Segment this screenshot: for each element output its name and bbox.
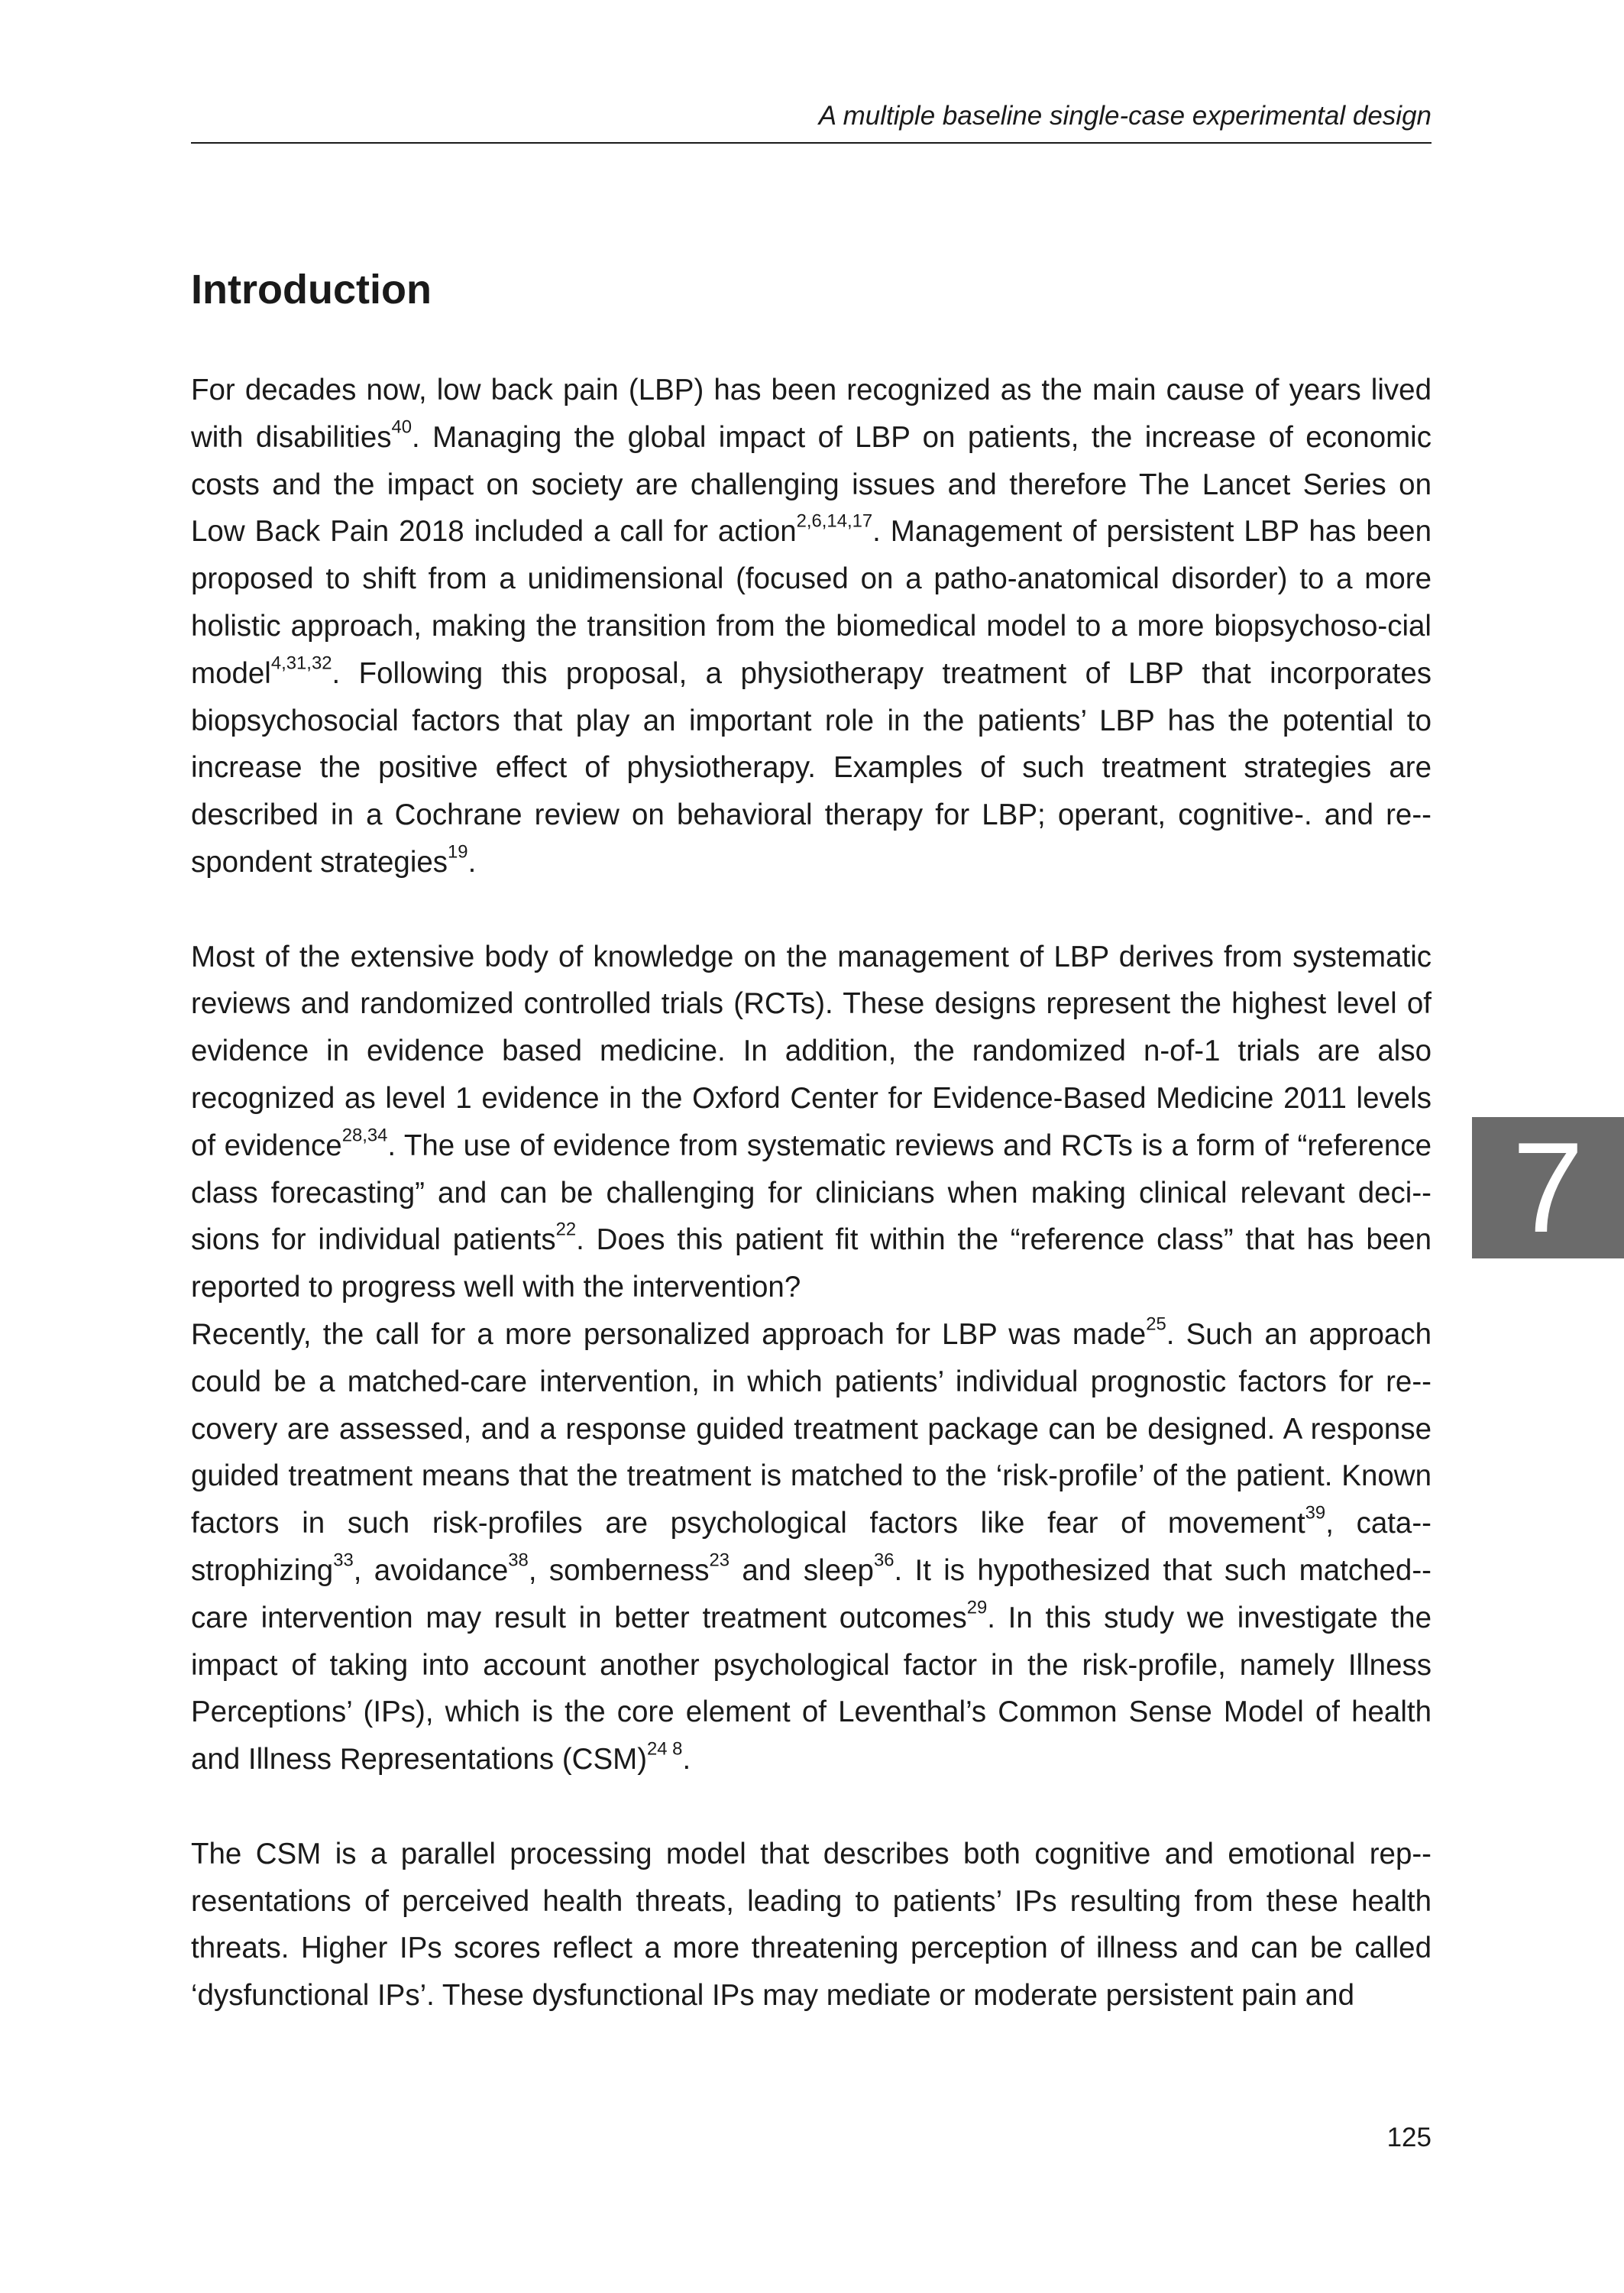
citation-ref: 36	[873, 1550, 894, 1571]
text-run: The CSM is a parallel processing model that describes both cognitive and emotional rep-resentations of perceived health threats, leading to patients’ IPs resulting from these health threats. Higher IPs scores reflect a more threatening perception of illness and can be called ‘dysfunctional IPs’. These dysfunctional IPs may mediate or moderate persistent pain and	[191, 1837, 1432, 2013]
text-run: . Following this proposal, a physiotherapy treatment of LBP that incorporates biopsychosocial factors that play an important role in the patients’ LBP has the potential to increase the positive effect of physiotherapy. Examples of such treatment strategies are described in a Cochrane review on behavioral therapy for LBP; operant, cognitive-. and re-spondent strategies	[191, 656, 1432, 879]
citation-ref: 23	[709, 1550, 730, 1571]
text-run: , somberness	[528, 1553, 710, 1587]
text-run: .	[682, 1743, 691, 1776]
text-run: Most of the extensive body of knowledge on the management of LBP derives from systematic reviews and randomized controlled trials (RCTs). These designs represent the highest level of evidence in evidence based medicine. In addition, the randomized n-of-1 trials are also recognized as level 1 evidence in the Oxford Center for Evidence-Based Medicine 2011 levels of evidence	[191, 940, 1432, 1162]
running-head: A multiple baseline single-case experimental design	[818, 101, 1432, 131]
text-run: Recently, the call for a more personalized approach for LBP was made	[191, 1317, 1147, 1351]
text-run: .	[467, 845, 477, 879]
citation-ref: 28,34	[341, 1125, 388, 1146]
text-run: . Does this patient fit within the “reference class” that has been reported to progress well with the intervention?	[191, 1223, 1432, 1304]
page-number: 125	[1386, 2123, 1432, 2152]
paragraph	[191, 367, 1432, 886]
citation-ref: 4,31,32	[270, 653, 332, 674]
citation-ref: 2,6,14,17	[796, 510, 873, 532]
paragraph	[191, 1311, 1432, 1783]
citation-ref: 33	[333, 1550, 354, 1571]
paragraph	[191, 1831, 1432, 2019]
text-run: . Management of persistent LBP has been proposed to shift from a unidimensional (focused on a patho-anatomical disorder) to a more holistic approach, making the transition from the biomedical model to a more biopsychoso-cial model	[191, 515, 1432, 690]
text-run: , cata-strophizing	[191, 1507, 1432, 1587]
text-run: and sleep	[730, 1553, 874, 1587]
text-run: For decades now, low back pain (LBP) has been recognized as the main cause of years lived with disabilities	[191, 374, 1432, 454]
text-run: . Such an approach could be a matched-care intervention, in which patients’ individual prognostic factors for re-covery are assessed, and a response guided treatment package can be designed. A response guided treatment means that the treatment is matched to the ‘risk-profile’ of the patient. Known factors in such risk-profiles are psychological factors like fear of movement	[191, 1317, 1432, 1540]
citation-ref: 25	[1146, 1313, 1166, 1335]
citation-ref: 39	[1305, 1502, 1326, 1524]
citation-ref: 19	[448, 841, 468, 863]
text-run: . The use of evidence from systematic reviews and RCTs is a form of “reference class forecasting” and can be challenging for clinicians when making clinical relevant deci-sions for individual patients	[191, 1129, 1432, 1257]
section-title: Introduction	[191, 267, 432, 313]
text-run: . It is hypothesized that such matched-care intervention may result in better treatment outcomes	[191, 1553, 1432, 1634]
text-run: . In this study we investigate the impact of taking into account another psychological factor in the risk-profile, namely Illness Perceptions’ (IPs), which is the core element of Leventhal’s Common Sense Model of health and Illness Representations (CSM)	[191, 1601, 1432, 1776]
citation-ref: 29	[966, 1597, 988, 1618]
chapter-tab: 7	[1472, 1117, 1624, 1258]
text-run: . Managing the global impact of LBP on patients, the increase of economic costs and the impact on society are challenging issues and therefore The Lancet Series on Low Back Pain 2018 included a call for action	[191, 420, 1432, 549]
paragraph	[191, 934, 1432, 1311]
text-run: , avoidance	[353, 1553, 509, 1587]
header-rule	[191, 142, 1432, 144]
body-text	[191, 367, 1432, 2019]
citation-ref: 22	[555, 1219, 577, 1240]
citation-ref: 24 8	[647, 1738, 683, 1760]
citation-ref: 38	[508, 1550, 529, 1571]
citation-ref: 40	[391, 416, 412, 438]
